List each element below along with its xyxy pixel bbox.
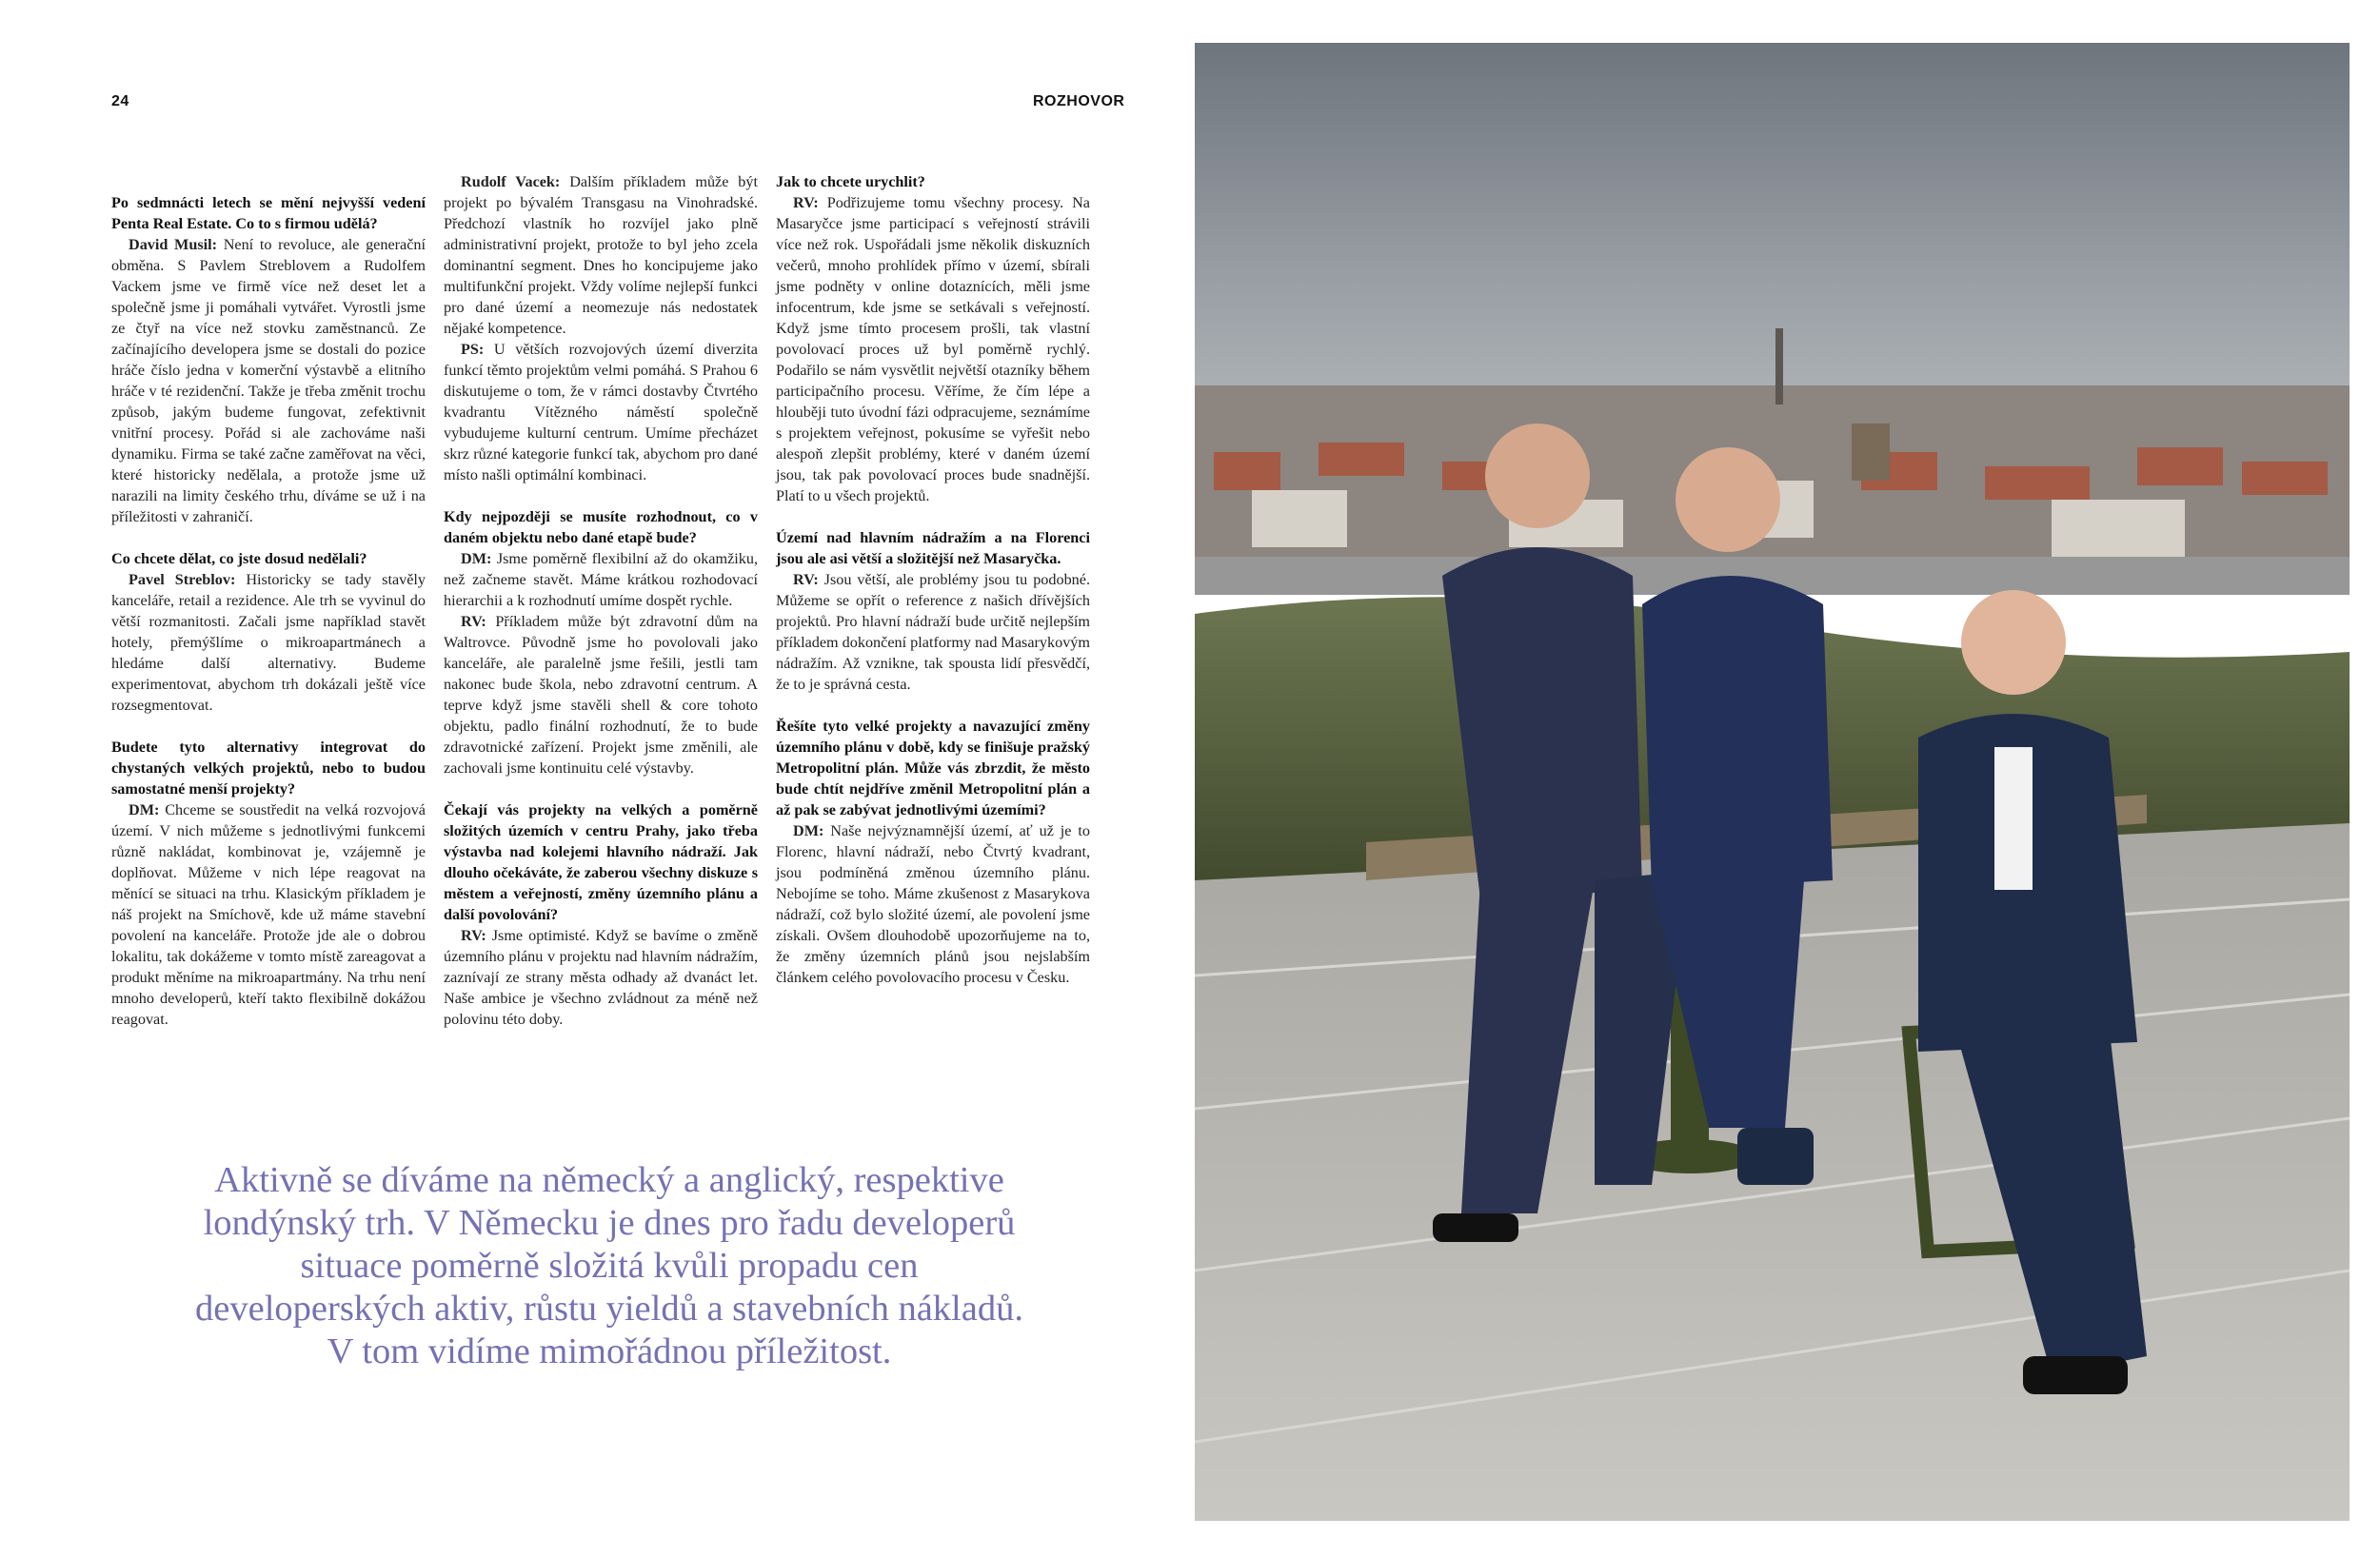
speaker-name: RV:: [793, 194, 819, 211]
speaker-name: Rudolf Vacek:: [461, 173, 561, 190]
text-column-2: [444, 171, 758, 1030]
interview-answer: [444, 925, 758, 1030]
interview-question: Jak to chcete urychlit?: [776, 173, 925, 190]
section-label: ROZHOVOR: [1033, 93, 1125, 109]
interview-question: Čekají vás projekty na velkých a poměrně složitých územích v centru Prahy, jako třeba výstavba nad kolejemi hlavního nádraží. Jak dlouho očekáváte, že zaberou všechny diskuze s městem a veřejností, změny územního plánu a další povolování?: [444, 801, 758, 923]
interview-answer: [111, 234, 426, 527]
speaker-name: PS:: [461, 341, 485, 358]
speaker-name: David Musil:: [129, 236, 218, 253]
speaker-name: RV:: [793, 571, 819, 588]
interview-answer: [444, 339, 758, 485]
interview-question: Kdy nejpozději se musíte rozhodnout, co v daném objektu nebo dané etapě bude?: [444, 508, 758, 546]
interview-answer: [111, 799, 426, 1030]
interview-answer: [111, 569, 426, 716]
answer-text: Jsme optimisté. Když se bavíme o změně územního plánu v projektu nad hlavním nádražím, zaznívají ze strany města odhady až dvanáct let. Naše ambice je všechno zvládnout za méně než polovinu této doby.: [444, 927, 758, 1028]
interview-question: Budete tyto alternativy integrovat do chystaných velkých projektů, nebo to budou samostatné menší projekty?: [111, 739, 426, 798]
portrait-photo: [1195, 43, 2350, 1521]
answer-text: Jsou větší, ale problémy jsou tu podobné. Můžeme se opřít o reference z našich dřívějších projektů. Pro hlavní nádraží bude určitě nejlepším příkladem dokončení platformy nad Masarykovým nádražím. Až vznikne, tak spousta lidí přesvědčí, že to je správná cesta.: [776, 571, 1090, 693]
interview-answer: [776, 192, 1090, 506]
speaker-name: RV:: [461, 613, 486, 630]
answer-text: Historicky se tady stavěly kanceláře, retail a rezidence. Ale trh se vyvinul do větší rozmanitosti. Začali jsme například stavět hotely, přemýšlíme o mikroapartmánech a hledáme další alternativy. Budeme experimentovat, abychom trh dokázali ještě více rozsegmentovat.: [111, 571, 426, 714]
answer-text: Není to revoluce, ale generační obměna. S Pavlem Streblovem a Rudolfem Vackem jsme ve firmě více než deset let a společně jsme ji pomáhali vytvářet. Vyrostli jsme ze čtyř na více než stovku zaměstnanců. Ze začínajícího developera jsme se dostali do pozice hráče číslo jedna v komerční výstavbě a elitního hráče v té rezidenční. Takže je třeba změnit trochu způsob, jakým budeme fungovat, zefektivnit vnitřní procesy. Pořád si ale zachováme naši dynamiku. Firma se také začne zaměřovat na věci, které historicky nedělala, a protože jsme už narazili na limity českého trhu, díváme se už i na příležitosti v zahraničí.: [111, 236, 426, 525]
interview-question: Území nad hlavním nádražím a na Florenci jsou ale asi větší a složitější než Masaryčka.: [776, 529, 1090, 567]
text-column-1: [111, 171, 426, 1030]
interview-answer: [776, 820, 1090, 988]
speaker-name: DM:: [129, 801, 160, 818]
interview-answer: [444, 611, 758, 778]
interview-answer: [444, 171, 758, 339]
speaker-name: RV:: [461, 927, 486, 944]
speaker-name: DM:: [461, 550, 492, 567]
text-column-3: [776, 171, 1090, 988]
interview-answer: [444, 548, 758, 611]
answer-text: Chceme se soustředit na velká rozvojová území. V nich můžeme s jednotlivými funkcemi různě nakládat, kombinovat je, vzájemně je doplňovat. Můžeme v nich lépe reagovat na měnící se situaci na trhu. Klasickým příkladem je náš projekt na Smíchově, kde už máme stavební povolení na kanceláře. Protože jde ale o dobrou lokalitu, tak dokážeme v tomto místě zareagovat a produkt měníme na mikroapartmány. Na trhu není mnoho developerů, kteří takto flexibilně dokážou reagovat.: [111, 801, 426, 1028]
interview-question: Co chcete dělat, co jste dosud nedělali?: [111, 550, 367, 567]
answer-text: U větších rozvojových území diverzita funkcí těmto projektům velmi pomáhá. S Prahou 6 diskutujeme o tom, že v rámci dostavby Čtvrtého kvadrantu Vítězného náměstí společně vybudujeme kulturní centrum. Umíme přecházet skrz různé kategorie funkcí tak, abychom pro dané místo našli optimální kombinaci.: [444, 341, 758, 483]
speaker-name: DM:: [793, 822, 824, 839]
pull-quote: Aktivně se díváme na německý a anglický, respektive londýnský trh. V Německu je dnes pro řadu developerů situace poměrně složitá kvůli propadu cen developerských aktiv, růstu yieldů a stavebních nákladů. V tom vidíme mimořádnou příležitost.: [195, 1160, 1023, 1371]
answer-text: Příkladem může být zdravotní dům na Waltrovce. Původně jsme ho povolovali jako kanceláře, ale paralelně jsme řešili, jestli tam nakonec bude škola, nebo zdravotní centrum. A teprve když jsme stavěli shell & core tohoto objektu, padlo finální rozhodnutí, že to bude zdravotnické zařízení. Projekt jsme změnili, ale zachovali jsme kontinuitu celé výstavby.: [444, 613, 758, 777]
speaker-name: Pavel Streblov:: [129, 571, 236, 588]
interview-question: Po sedmnácti letech se mění nejvyšší vedení Penta Real Estate. Co to s firmou udělá?: [111, 194, 426, 232]
answer-text: Jsme poměrně flexibilní až do okamžiku, než začneme stavět. Máme krátkou rozhodovací hierarchii a k rozhodnutí umíme dospět rychle.: [444, 550, 758, 609]
answer-text: Dalším příkladem může být projekt po bývalém Transgasu na Vinohradské. Předchozí vlastník ho rozvíjel jako plně administrativní projekt, protože to byl jeho zcela dominantní segment. Dnes ho koncipujeme jako multifunkční projekt. Vždy volíme nejlepší funkci pro dané území a neomezuje nás nedostatek nějaké kompetence.: [444, 173, 758, 337]
interview-answer: [776, 569, 1090, 695]
page-number-left: 24: [111, 93, 129, 109]
answer-text: Podřizujeme tomu všechny procesy. Na Masaryčce jsme participací s veřejností strávili více než rok. Uspořádali jsme několik diskuzních večerů, mnoho prohlídek přímo v území, sbírali jsme podněty v online dotaznících, měli jsme infocentrum, kde jsme se setkávali s veřejností. Když jsme tímto procesem prošli, tak vlastní povolovací proces už byl poměrně rychlý. Podařilo se nám vysvětlit největší otazníky během participačního procesu. Věříme, že čím lépe a hlouběji tuto úvodní fázi odpracujeme, seznámíme s projektem veřejnost, pokusíme se vyřešit nebo alespoň zlepšit problémy, které v daném území jsou, tak pak povolovací proces bude snadnější. Platí to u všech projektů.: [776, 194, 1090, 504]
answer-text: Naše nejvýznamnější území, ať už je to Florenc, hlavní nádraží, nebo Čtvrtý kvadrant, jsou podmíněná změnou územního plánu. Nebojíme se toho. Máme zkušenost z Masarykova nádraží, což bylo složité území, ale povolení jsme získali. Ovšem dlouhodobě upozorňujeme na to, že změny územních plánů jsou nejslabším článkem celého povolovacího procesu v Česku.: [776, 822, 1090, 986]
interview-question: Řešíte tyto velké projekty a navazující změny územního plánu v době, kdy se finišuje pražský Metropolitní plán. Může vás zbrzdit, že město bude chtít nejdříve změnil Metropolitní plán a až pak se zabývat jednotlivými územími?: [776, 718, 1090, 818]
